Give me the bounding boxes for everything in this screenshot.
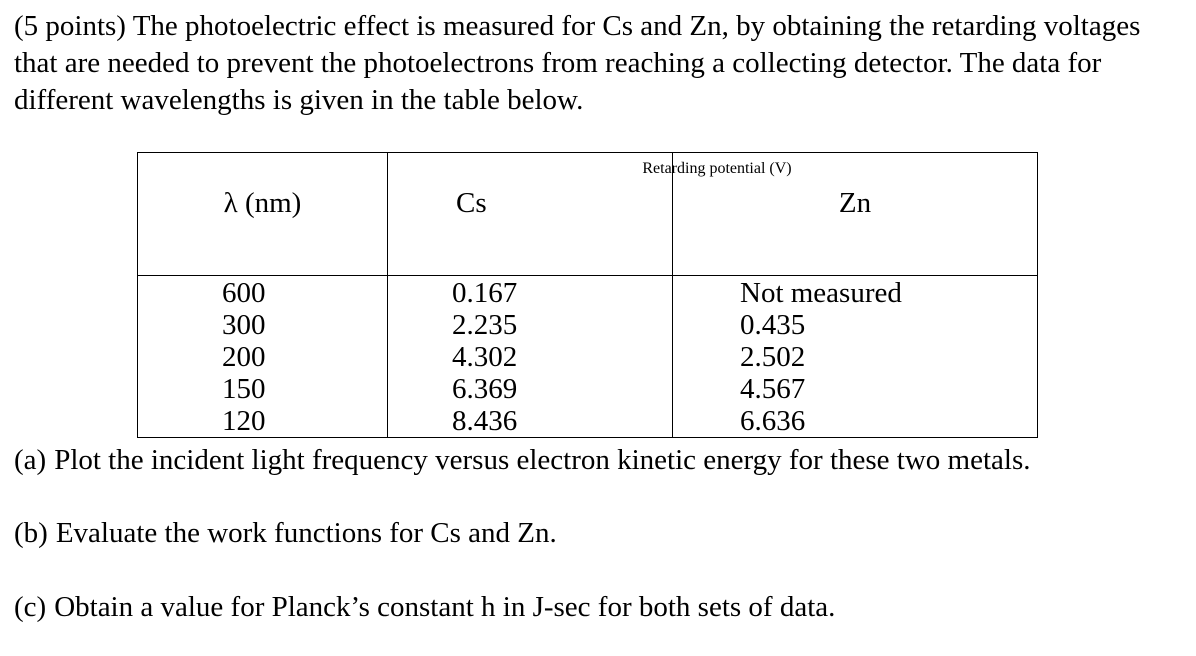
zn-header-cell xyxy=(673,153,1038,276)
wavelength-column xyxy=(138,276,388,438)
wavelength-value: 150 xyxy=(222,373,266,405)
cs-value: 2.235 xyxy=(452,309,518,341)
cs-column xyxy=(388,276,673,438)
table-header-row xyxy=(138,153,1038,276)
question-c-label: (c) xyxy=(14,591,47,623)
question-b-label: (b) xyxy=(14,517,48,549)
zn-value: 2.502 xyxy=(740,341,806,373)
question-a xyxy=(14,442,1031,479)
zn-header: Zn xyxy=(838,187,872,219)
question-c xyxy=(14,589,835,626)
wavelength-header: λ (nm) xyxy=(138,153,388,276)
zn-column xyxy=(673,276,1038,438)
question-a-text: Plot the incident light frequency versus electron kinetic energy for these two metals. xyxy=(54,444,1031,476)
zn-value: 4.567 xyxy=(740,373,806,405)
wavelength-value: 600 xyxy=(222,277,266,309)
zn-value: 6.636 xyxy=(740,405,806,437)
question-a-label: (a) xyxy=(14,444,47,476)
cs-value: 6.369 xyxy=(452,373,518,405)
question-b-text: Evaluate the work functions for Cs and Zn. xyxy=(55,517,557,549)
question-b xyxy=(14,515,557,552)
cs-value: 4.302 xyxy=(452,341,518,373)
wavelength-value: 200 xyxy=(222,341,266,373)
question-c-text: Obtain a value for Planck’s constant h in J-sec for both sets of data. xyxy=(54,591,836,623)
wavelength-value: 300 xyxy=(222,309,266,341)
cs-value: 0.167 xyxy=(452,277,518,309)
wavelength-value: 120 xyxy=(222,405,266,437)
zn-value: 0.435 xyxy=(740,309,806,341)
data-table xyxy=(137,152,1038,438)
cs-value: 8.436 xyxy=(452,405,518,437)
zn-value: Not measured xyxy=(740,277,902,309)
retarding-potential-header: Retarding potential (V) xyxy=(642,160,792,177)
table-body-row xyxy=(138,276,1038,438)
cs-header: Cs xyxy=(388,153,673,276)
problem-intro: (5 points) The photoelectric effect is measured for Cs and Zn, by obtaining the retarding voltages that are needed to prevent the photoelectrons from reaching a collecting detector. The data for different wavelengths is given in the table below. xyxy=(14,10,1141,116)
